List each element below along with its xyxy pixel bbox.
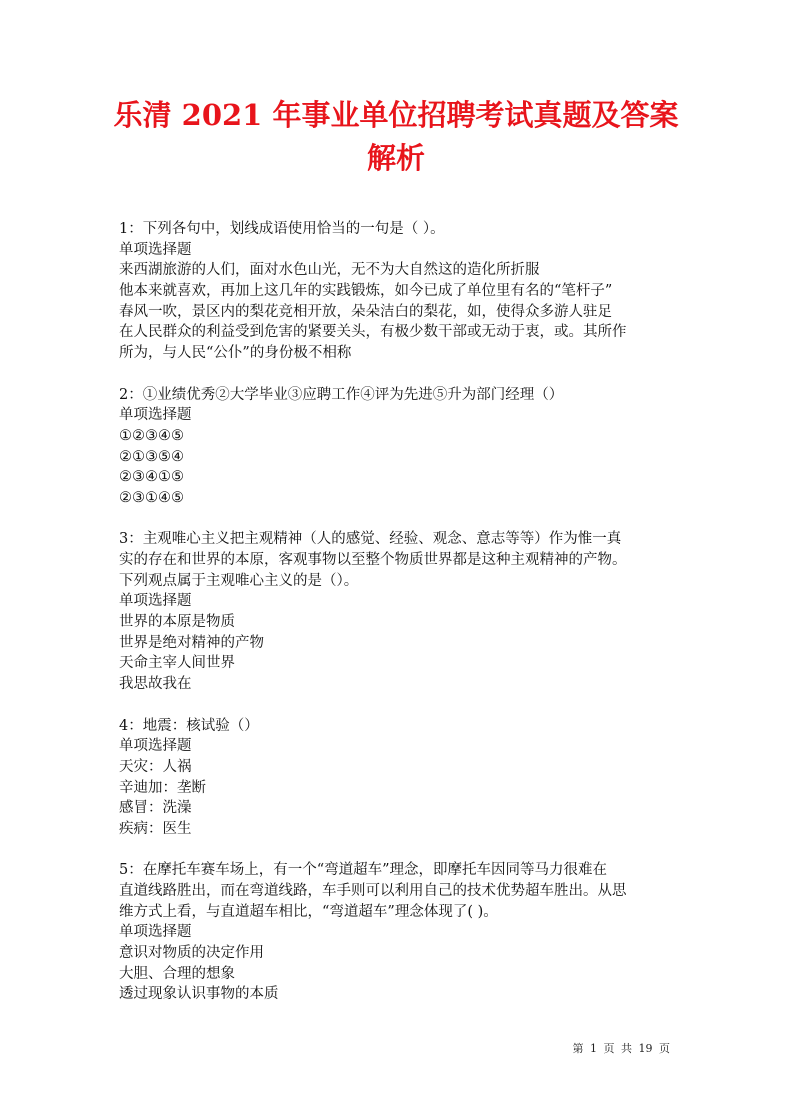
answer-option: ②③④①⑤ (119, 469, 184, 486)
answer-option: 天命主宰人间世界 (119, 655, 235, 672)
answer-option: ②③①④⑤ (119, 489, 184, 506)
question-3 (119, 529, 679, 695)
answer-option: 春风一吹，景区内的梨花竞相开放，朵朵洁白的梨花，如，使得众多游人驻足 (119, 303, 612, 320)
question-list (119, 219, 679, 1005)
question-type: 单项选择题 (119, 738, 192, 755)
question-4 (119, 716, 679, 840)
answer-option: 辛迪加：垄断 (119, 779, 206, 796)
answer-option: 天灾：人祸 (119, 758, 192, 775)
document-title (100, 94, 692, 180)
answer-option: 世界的本原是物质 (119, 614, 235, 631)
answer-option: ①②③④⑤ (119, 427, 184, 444)
title-line-2: 解析 (366, 141, 425, 175)
answer-option: 透过现象认识事物的本质 (119, 986, 279, 1003)
question-stem-continued: 实的存在和世界的本原，客观事物以至整个物质世界都是这种主观精神的产物。 (119, 552, 627, 568)
question-stem: 5：在摩托车赛车场上，有一个“弯道超车”理念，即摩托车因同等马力很难在 (119, 862, 608, 879)
answer-option: 世界是绝对精神的产物 (119, 634, 264, 651)
answer-option: 我思故我在 (119, 676, 192, 693)
answer-option-continued: 所为，与人民“公仆”的身份极不相称 (119, 345, 352, 362)
answer-option: 他本来就喜欢，再加上这几年的实践锻炼，如今已成了单位里有名的“笔杆子” (119, 283, 613, 300)
question-stem-continued: 维方式上看，与直道超车相比，“弯道超车”理念体现了( )。 (119, 903, 498, 920)
answer-option: 大胆、合理的想象 (119, 965, 235, 982)
answer-option: 疾病：医生 (119, 820, 192, 837)
answer-option: ②①③⑤④ (119, 448, 184, 465)
question-type: 单项选择题 (119, 924, 192, 941)
question-stem-continued: 下列观点属于主观唯心主义的是（）。 (119, 572, 359, 589)
answer-option: 来西湖旅游的人们，面对水色山光，无不为大自然这的造化所折服 (119, 262, 540, 279)
page-number: 第 1 页 共 19 页 (572, 1042, 670, 1055)
question-stem: 2：①业绩优秀②大学毕业③应聘工作④评为先进⑤升为部门经理（） (119, 386, 564, 403)
question-type: 单项选择题 (119, 593, 192, 610)
question-spacer (119, 695, 679, 716)
question-spacer (119, 364, 679, 385)
question-1 (119, 219, 679, 364)
question-stem: 1：下列各句中，划线成语使用恰当的一句是（ ）。 (119, 221, 445, 237)
answer-option: 感冒：洗澡 (119, 800, 192, 817)
question-type: 单项选择题 (119, 241, 192, 258)
question-type: 单项选择题 (119, 407, 192, 424)
question-5 (119, 860, 679, 1005)
question-spacer (119, 840, 679, 861)
question-spacer (119, 509, 679, 530)
answer-option: 意识对物质的决定作用 (119, 945, 264, 962)
question-stem: 3：主观唯心主义把主观精神（人的感觉、经验、观念、意志等等）作为惟一真 (119, 531, 622, 548)
answer-option: 在人民群众的利益受到危害的紧要关头，有极少数干部或无动于衷，或。其所作 (119, 324, 627, 341)
question-stem-continued: 直道线路胜出，而在弯道线路，车手则可以利用自己的技术优势超车胜出。从思 (119, 883, 627, 899)
title-line-1: 乐清 2021 年事业单位招聘考试真题及答案 (113, 98, 679, 132)
question-stem: 4：地震：核试验（） (119, 717, 259, 734)
question-2 (119, 385, 679, 509)
